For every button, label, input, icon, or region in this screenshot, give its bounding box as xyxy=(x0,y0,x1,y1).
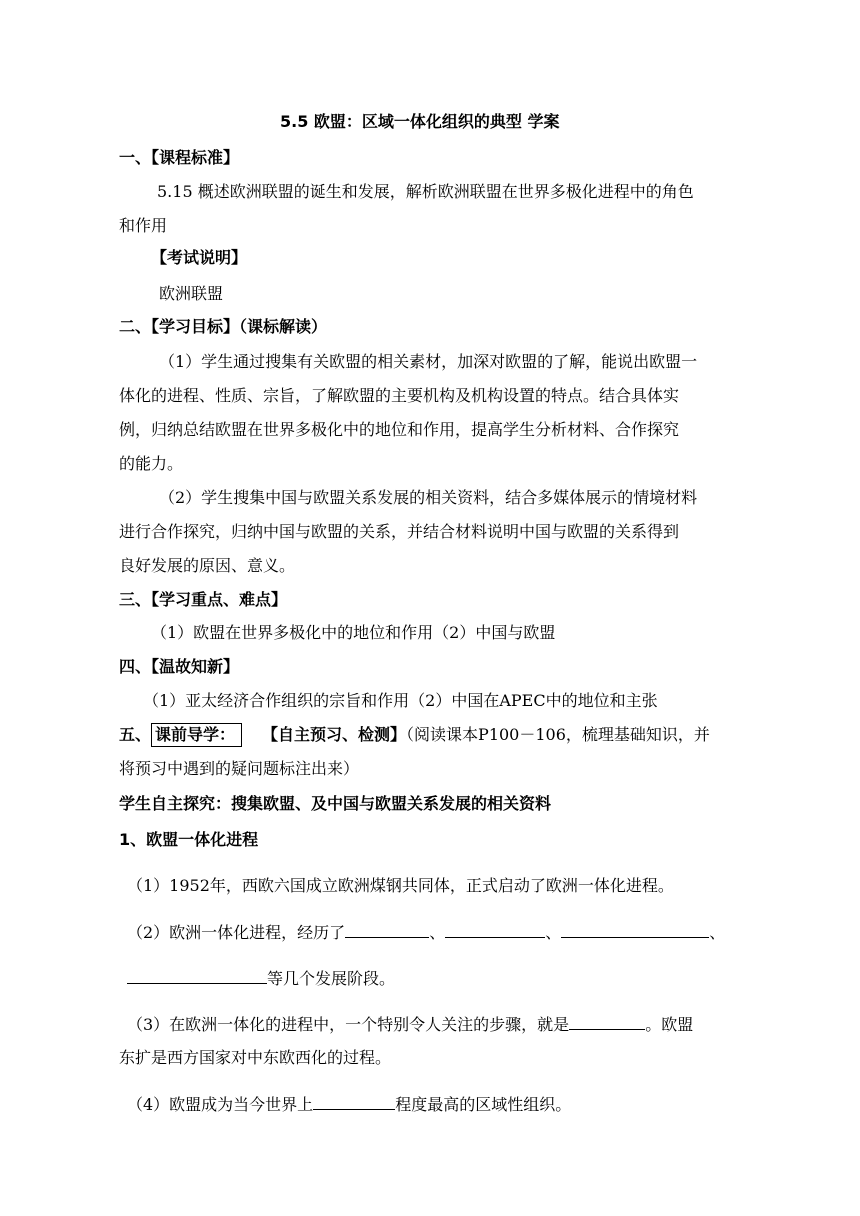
eu-integration-subheading: 1、欧盟一体化进程 xyxy=(119,830,259,849)
question-4 xyxy=(127,1092,571,1117)
question-4-prefix: （4）欧盟成为当今世界上 xyxy=(127,1095,314,1114)
answer-blank-2c[interactable] xyxy=(561,920,709,938)
answer-blank-2d[interactable] xyxy=(127,966,267,984)
section-5-prefix: 五、 xyxy=(119,725,152,744)
review-content: （1）亚太经济合作组织的宗旨和作用（2）中国在APEC中的地位和主张 xyxy=(143,691,658,710)
key-points-content: （1）欧盟在世界多极化中的地位和作用（2）中国与欧盟 xyxy=(151,623,556,642)
section-1-heading: 一、【课程标准】 xyxy=(119,148,240,167)
question-4-suffix: 程度最高的区域性组织。 xyxy=(395,1095,572,1114)
document-title: 5.5 欧盟：区域一体化组织的典型 学案 xyxy=(280,112,560,131)
question-2-separator-2: 、 xyxy=(545,923,562,942)
section-3-heading: 三、【学习重点、难点】 xyxy=(119,590,288,609)
objective-1-line-1: （1）学生通过搜集有关欧盟的相关素材，加深对欧盟的了解，能说出欧盟一 xyxy=(159,352,698,371)
question-2-separator-3: 、 xyxy=(709,923,726,942)
answer-blank-3[interactable] xyxy=(569,1012,645,1030)
objective-2-line-2: 进行合作探究，归纳中国与欧盟的关系，并结合材料说明中国与欧盟的关系得到 xyxy=(119,522,680,541)
curriculum-standard-line-2: 和作用 xyxy=(119,216,168,235)
question-2-line-1 xyxy=(127,920,725,945)
question-2-separator-1: 、 xyxy=(429,923,446,942)
self-exploration-heading: 学生自主探究：搜集欧盟、及中国与欧盟关系发展的相关资料 xyxy=(119,794,552,813)
question-3-line-2: 东扩是西方国家对中东欧西化的过程。 xyxy=(119,1048,392,1067)
pre-class-guide-box: 课前导学： xyxy=(151,723,242,747)
reading-instruction: （阅读课本P100－106，梳理基础知识，并 xyxy=(406,725,710,744)
question-1: （1）1952年，西欧六国成立欧洲煤钢共同体，正式启动了欧洲一体化进程。 xyxy=(127,876,674,895)
question-3-prefix: （3）在欧洲一体化的进程中，一个特别令人关注的步骤，就是 xyxy=(127,1015,570,1034)
objective-2-line-3: 良好发展的原因、意义。 xyxy=(119,556,296,575)
answer-blank-4[interactable] xyxy=(313,1092,395,1110)
question-3-suffix: 。欧盟 xyxy=(645,1015,694,1034)
section-4-heading: 四、【温故知新】 xyxy=(119,657,240,676)
reading-instruction-line-2: 将预习中遇到的疑问题标注出来） xyxy=(119,759,360,778)
objective-1-line-4: 的能力。 xyxy=(119,454,184,473)
curriculum-standard-line-1: 5.15 概述欧洲联盟的诞生和发展，解析欧洲联盟在世界多极化进程中的角色 xyxy=(157,182,694,201)
question-2-prefix: （2）欧洲一体化进程，经历了 xyxy=(127,923,346,942)
exam-item: 欧洲联盟 xyxy=(159,284,224,303)
objective-1-line-2: 体化的进程、性质、宗旨，了解欧盟的主要机构及机构设置的特点。结合具体实 xyxy=(119,386,680,405)
self-preview-label: 【自主预习、检测】 xyxy=(262,725,407,744)
objective-2-line-1: （2）学生搜集中国与欧盟关系发展的相关资料，结合多媒体展示的情境材料 xyxy=(159,488,698,507)
question-2-ending: 等几个发展阶段。 xyxy=(267,969,396,988)
section-2-heading: 二、【学习目标】（课标解读） xyxy=(119,317,328,336)
question-2-line-2 xyxy=(127,966,395,991)
answer-blank-2a[interactable] xyxy=(345,920,429,938)
exam-heading: 【考试说明】 xyxy=(151,248,248,267)
section-5-heading-line xyxy=(119,723,710,747)
objective-1-line-3: 例，归纳总结欧盟在世界多极化中的地位和作用，提高学生分析材料、合作探究 xyxy=(119,420,680,439)
answer-blank-2b[interactable] xyxy=(445,920,545,938)
question-3-line-1 xyxy=(127,1012,693,1037)
